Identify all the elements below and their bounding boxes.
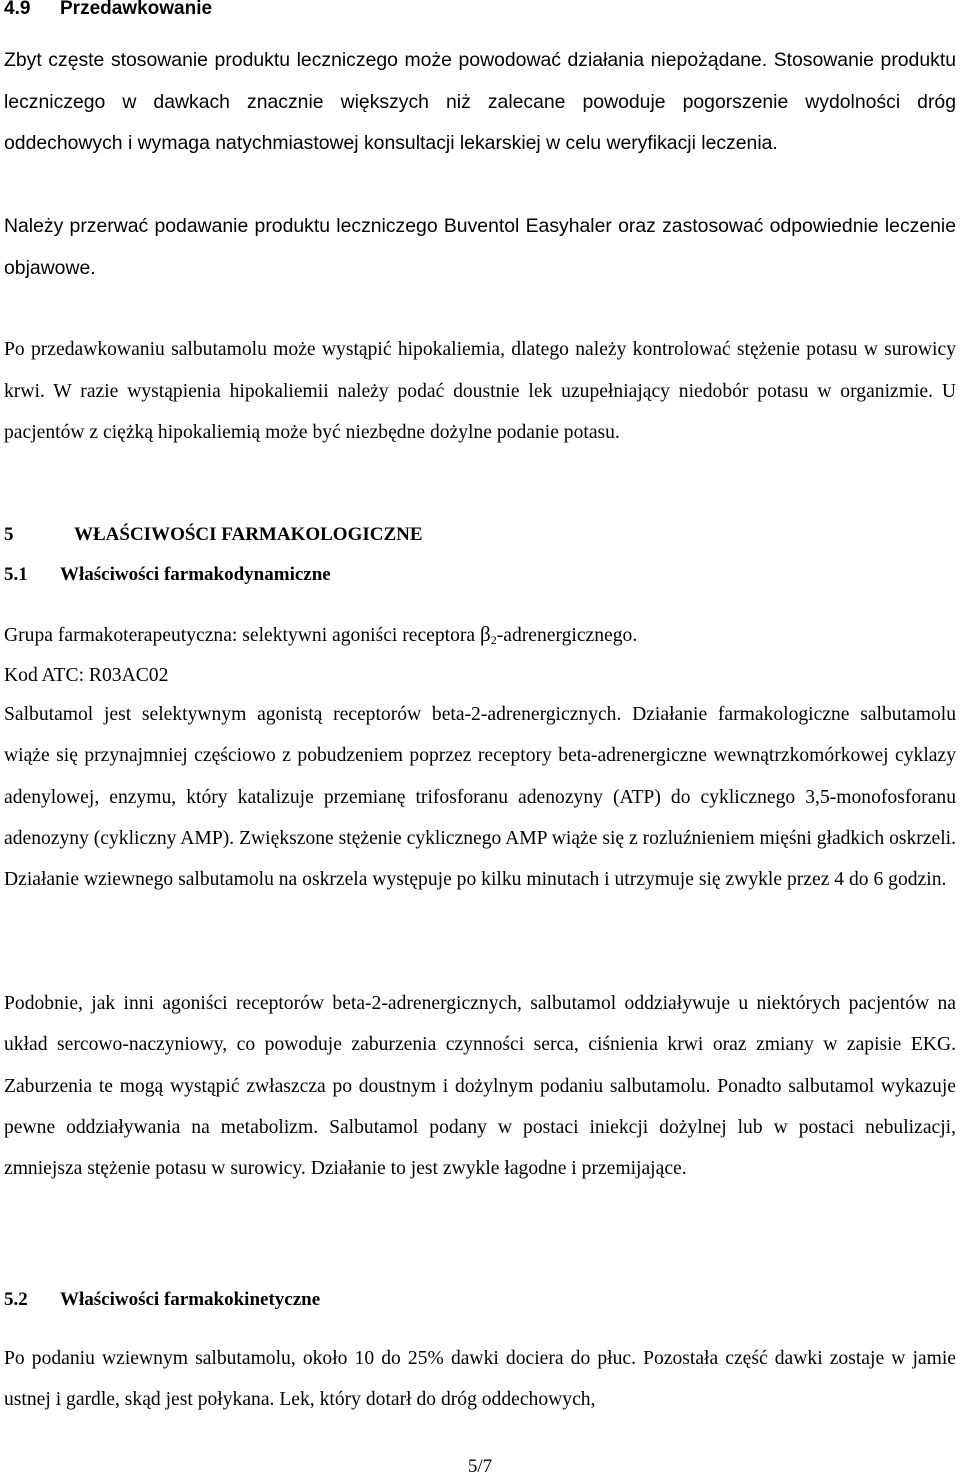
atc-code: Kod ATC: R03AC02 [4, 665, 169, 686]
section-number: 5.1 [4, 564, 28, 585]
paragraph-stop-treatment: Należy przerwać podawanie produktu leczniczego Buventol Easyhaler oraz zastosować odpowiednie leczenie objawowe. [4, 215, 956, 279]
pharmacotherapeutic-group [4, 614, 637, 660]
beta-subscript: 2 [490, 633, 497, 647]
paragraph-mechanism: Salbutamol jest selektywnym agonistą receptorów beta-2-adrenergicznych. Działanie farmakologiczne salbutamolu wiąże się przynajmniej częściowo z pobudzeniem poprzez receptory beta-adrenergiczne wewnątrzkomórkowej cyklazy adenylowej, enzymu, który katalizuje przemianę trifosforanu adenozyny (ATP) do cyklicznego 3,5-monofosforanu adenozyny (cykliczny AMP). Zwiększone stężenie cyklicznego AMP wiąże się z rozluźnieniem mięśni gładkich oskrzeli. Działanie wziewnego salbutamolu na oskrzela występuje po kilku minutach i utrzymuje się zwykle przez 4 do 6 godzin. [4, 704, 956, 891]
paragraph-overdose-effects: Zbyt częste stosowanie produktu leczniczego może powodować działania niepożądane. Stosowanie produktu leczniczego w dawkach znacznie większych niż zalecane powoduje pogorszenie wydolności dróg oddechowych i wymaga natychmiastowej konsultacji lekarskiej w celu weryfikacji leczenia. [4, 49, 956, 155]
section-heading-4-9 [4, 0, 212, 20]
section-title: Właściwości farmakodynamiczne [60, 564, 331, 585]
paragraph-pharmacokinetics: Po podaniu wziewnym salbutamolu, około 10 do 25% dawki dociera do płuc. Pozostała część dawki zostaje w jamie ustnej i gardle, skąd jest połykana. Lek, który dotarł do dróg oddechowych, [4, 1348, 956, 1410]
page-number: 5/7 [467, 1456, 493, 1477]
section-number: 5 [4, 524, 14, 545]
section-heading-5-2 [4, 1289, 320, 1311]
section-title: Właściwości farmakokinetyczne [60, 1289, 321, 1310]
section-title: Przedawkowanie [60, 0, 213, 19]
section-title: WŁAŚCIWOŚCI FARMAKOLOGICZNE [74, 524, 423, 545]
section-number: 4.9 [4, 0, 31, 19]
paragraph-cardiovascular: Podobnie, jak inni agoniści receptorów beta-2-adrenergicznych, salbutamol oddziaływuje u niektórych pacjentów na układ sercowo-naczyniowy, co powoduje zaburzenia czynności serca, ciśnienia krwi oraz zmiany w zapisie EKG. Zaburzenia te mogą wystąpić zwłaszcza po doustnym i dożylnym podaniu salbutamolu. Ponadto salbutamol wykazuje pewne oddziaływania na metabolizm. Salbutamol podany w postaci iniekcji dożylnej lub w postaci nebulizacji, zmniejsza stężenie potasu w surowicy. Działanie to jest zwykle łagodne i przemijające. [4, 993, 956, 1180]
section-heading-5 [4, 524, 423, 546]
group-text-end: -adrenergicznego. [496, 625, 638, 646]
section-heading-5-1 [4, 564, 331, 586]
beta-symbol: β [480, 622, 491, 646]
group-text: Grupa farmakoterapeutyczna: selektywni agoniści receptora [4, 625, 481, 646]
section-number: 5.2 [4, 1289, 28, 1310]
paragraph-hypokalemia: Po przedawkowaniu salbutamolu może wystąpić hipokaliemia, dlatego należy kontrolować stężenie potasu w surowicy krwi. W razie wystąpienia hipokaliemii należy podać doustnie lek uzupełniający niedobór potasu w organizmie. U pacjentów z ciężką hipokaliemią może być niezbędne dożylne podanie potasu. [4, 339, 956, 444]
